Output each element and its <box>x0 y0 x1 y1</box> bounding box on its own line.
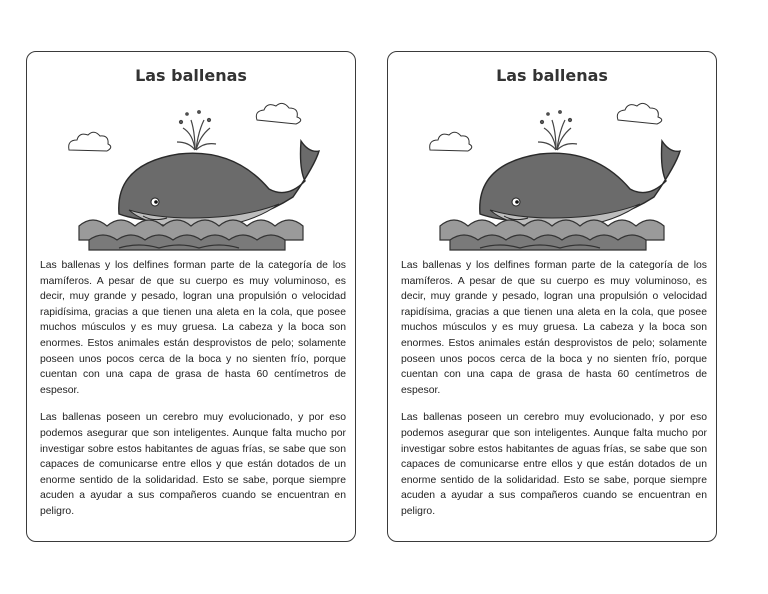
water-spout-icon <box>177 111 216 150</box>
card-text <box>401 258 707 532</box>
paragraph-1: Las ballenas y los delfines forman parte de la categoría de los mamíferos. A pesar de que su cuerpo es muy voluminoso, es decir, muy grande y pesado, logran una propulsión o velocidad rapidísima, gracias a que tienen una aleta en la cola, que posee muchos músculos y es muy gruesa. La cabeza y la boca son enormes. Estos animales están desprovistos de pelo; solamente poseen unos pocos cerca de la boca y no sienten frío, porque cuentan con una capa de grasa de hasta 60 centímetros de espesor. <box>401 260 707 396</box>
card-title: Las ballenas <box>135 66 247 85</box>
cloud-left-icon <box>430 132 472 151</box>
reading-card-1 <box>26 51 356 542</box>
cloud-right-icon <box>617 103 661 124</box>
paragraph-1: Las ballenas y los delfines forman parte de la categoría de los mamíferos. A pesar de que su cuerpo es muy voluminoso, es decir, muy grande y pesado, logran una propulsión o velocidad rapidísima, gracias a que tienen una aleta en la cola, que posee muchos músculos y es muy gruesa. La cabeza y la boca son enormes. Estos animales están desprovistos de pelo; solamente poseen unos pocos cerca de la boca y no sienten frío, porque cuentan con una capa de grasa de hasta 60 centímetros de espesor. <box>40 260 346 396</box>
reading-card-2 <box>387 51 717 542</box>
paragraph-2: Las ballenas poseen un cerebro muy evolucionado, y por eso podemos asegurar que son inteligentes. Aunque falta mucho por investigar sobre estos habitantes de aguas frías, se sabe que son capaces de comunicarse entre ellos y que están dotados de un enorme sentido de la solidaridad. Esto se sabe, porque siempre acuden a ayudar a sus compañeros cuando se encuentran en peligro. <box>401 412 707 517</box>
whale-illustration <box>59 92 327 252</box>
paragraph-2: Las ballenas poseen un cerebro muy evolucionado, y por eso podemos asegurar que son inteligentes. Aunque falta mucho por investigar sobre estos habitantes de aguas frías, se sabe que son capaces de comunicarse entre ellos y que están dotados de un enorme sentido de la solidaridad. Esto se sabe, porque siempre acuden a ayudar a sus compañeros cuando se encuentran en peligro. <box>40 412 346 517</box>
card-title: Las ballenas <box>496 66 608 85</box>
cloud-left-icon <box>69 132 111 151</box>
water-spout-icon <box>538 111 577 150</box>
card-text <box>40 258 346 532</box>
cloud-right-icon <box>256 103 300 124</box>
whale-body <box>480 141 680 228</box>
whale-illustration <box>420 92 688 252</box>
whale-body <box>119 141 319 228</box>
